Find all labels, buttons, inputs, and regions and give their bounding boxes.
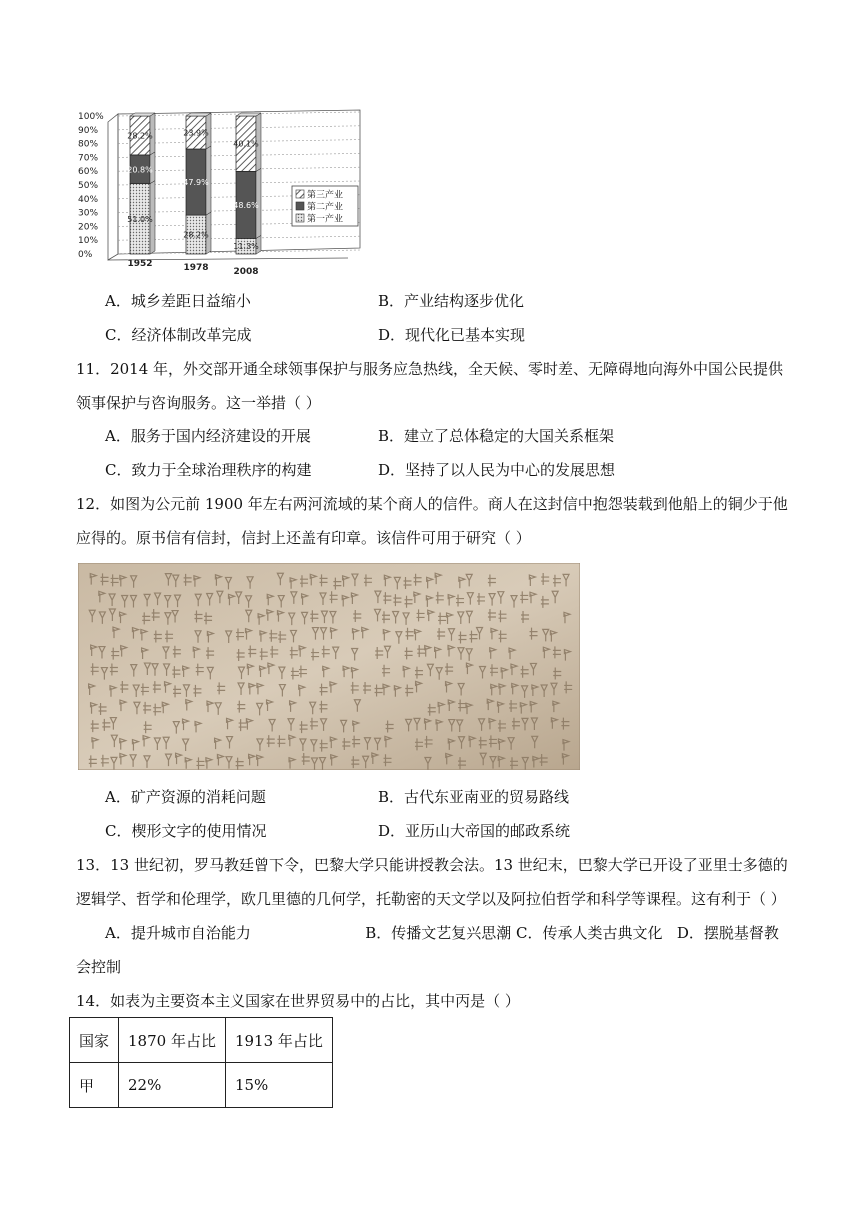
q11-option-a[interactable]: A．服务于国内经济建设的开展 bbox=[105, 427, 311, 445]
x-tick-label: 2008 bbox=[233, 267, 259, 277]
q11-option-d[interactable]: D．坚持了以人民为中心的发展思想 bbox=[378, 461, 616, 479]
y-tick-label: 20% bbox=[78, 222, 99, 233]
legend-swatch-primary bbox=[296, 214, 304, 222]
chart-legend bbox=[292, 186, 358, 226]
y-tick-label: 90% bbox=[78, 125, 99, 136]
q11-option-b[interactable]: B．建立了总体稳定的大国关系框架 bbox=[378, 427, 615, 445]
q12-stem-line1: 12．如图为公元前 1900 年左右两河流域的某个商人的信件。商人在这封信中抱怨装载到他船上的铜少于他 bbox=[76, 495, 788, 513]
y-tick-label: 30% bbox=[78, 208, 99, 219]
q14-stem: 14．如表为主要资本主义国家在世界贸易中的占比，其中丙是（ ） bbox=[76, 992, 520, 1010]
q14-trade-share-table bbox=[69, 1017, 333, 1108]
q12-option-b[interactable]: B．古代东亚南亚的贸易路线 bbox=[378, 788, 570, 806]
bar-data-label: 40.1% bbox=[233, 139, 259, 149]
q10-option-d[interactable]: D．现代化已基本实现 bbox=[378, 326, 526, 344]
q11-stem-line1: 11．2014 年，外交部开通全球领事保护与服务应急热线，全天候、零时差、无障碍地向海外中国公民提供 bbox=[76, 360, 784, 378]
table-cell: 15% bbox=[225, 1063, 332, 1108]
legend-label-primary: 第一产业 bbox=[307, 214, 344, 225]
q13-stem-line2: 逻辑学、哲学和伦理学，欧几里德的几何学，托勒密的天文学以及阿拉伯哲学和科学等课程。这有利于（ ） bbox=[76, 890, 786, 908]
q12-option-a[interactable]: A．矿产资源的消耗问题 bbox=[105, 788, 266, 806]
x-tick-label: 1952 bbox=[127, 259, 153, 269]
bar-data-label: 28.2% bbox=[127, 131, 153, 141]
y-tick-label: 60% bbox=[78, 167, 99, 178]
q11-option-c[interactable]: C．致力于全球治理秩序的构建 bbox=[105, 461, 312, 479]
table-header-cell: 1870 年占比 bbox=[119, 1018, 226, 1063]
q11-stem-line2: 领事保护与咨询服务。这一举措（ ） bbox=[76, 394, 321, 412]
legend-swatch-secondary bbox=[296, 202, 304, 210]
q12-stem-line2: 应得的。原书信有信封，信封上还盖有印章。该信件可用于研究（ ） bbox=[76, 529, 531, 547]
legend-swatch-tertiary bbox=[296, 190, 304, 198]
table-header-cell: 国家 bbox=[70, 1018, 119, 1063]
table-header-row bbox=[70, 1018, 333, 1063]
bar-data-label: 47.9% bbox=[183, 178, 209, 188]
q10-option-c[interactable]: C．经济体制改革完成 bbox=[105, 326, 252, 344]
legend-label-secondary: 第二产业 bbox=[307, 202, 344, 213]
q13-stem-line1: 13．13 世纪初，罗马教廷曾下令，巴黎大学只能讲授教会法。13 世纪末，巴黎大学已开设了亚里士多德的 bbox=[76, 856, 788, 874]
q12-option-d[interactable]: D．亚历山大帝国的邮政系统 bbox=[378, 822, 571, 840]
y-tick-label: 70% bbox=[78, 153, 99, 164]
q12-option-c[interactable]: C．楔形文字的使用情况 bbox=[105, 822, 267, 840]
y-tick-label: 100% bbox=[78, 112, 104, 122]
bar-data-label: 11.3% bbox=[233, 242, 259, 252]
y-tick-label: 50% bbox=[78, 181, 99, 191]
bar-data-label: 51.0% bbox=[127, 214, 153, 224]
x-tick-label: 1978 bbox=[183, 263, 209, 273]
y-tick-label: 80% bbox=[78, 139, 99, 150]
q10-option-a[interactable]: A．城乡差距日益缩小 bbox=[105, 292, 251, 310]
table-header-cell: 1913 年占比 bbox=[225, 1018, 332, 1063]
table-cell: 22% bbox=[119, 1063, 226, 1108]
q13-options-line1[interactable]: A．提升城市自治能力 B．传播文艺复兴思潮 C．传承人类古典文化 D．摆脱基督教 bbox=[105, 924, 779, 942]
y-tick-label: 40% bbox=[78, 194, 99, 205]
y-axis-ticks bbox=[78, 112, 104, 260]
industry-structure-chart bbox=[78, 108, 368, 280]
bar-data-label: 28.2% bbox=[183, 230, 209, 240]
bars-group bbox=[127, 113, 261, 254]
cuneiform-tablet-image bbox=[78, 563, 580, 770]
table-row bbox=[70, 1063, 333, 1108]
legend-label-tertiary: 第三产业 bbox=[307, 190, 344, 201]
bar-data-label: 20.8% bbox=[127, 165, 153, 175]
q10-option-b[interactable]: B．产业结构逐步优化 bbox=[378, 292, 525, 310]
bar-data-label: 23.9% bbox=[183, 128, 209, 138]
y-tick-label: 0% bbox=[78, 250, 93, 260]
q13-options-line2[interactable]: 会控制 bbox=[76, 958, 122, 976]
table-cell: 甲 bbox=[70, 1063, 119, 1108]
x-axis-ticks bbox=[127, 259, 258, 277]
bar-data-label: 48.6% bbox=[233, 200, 259, 210]
y-tick-label: 10% bbox=[78, 236, 99, 247]
